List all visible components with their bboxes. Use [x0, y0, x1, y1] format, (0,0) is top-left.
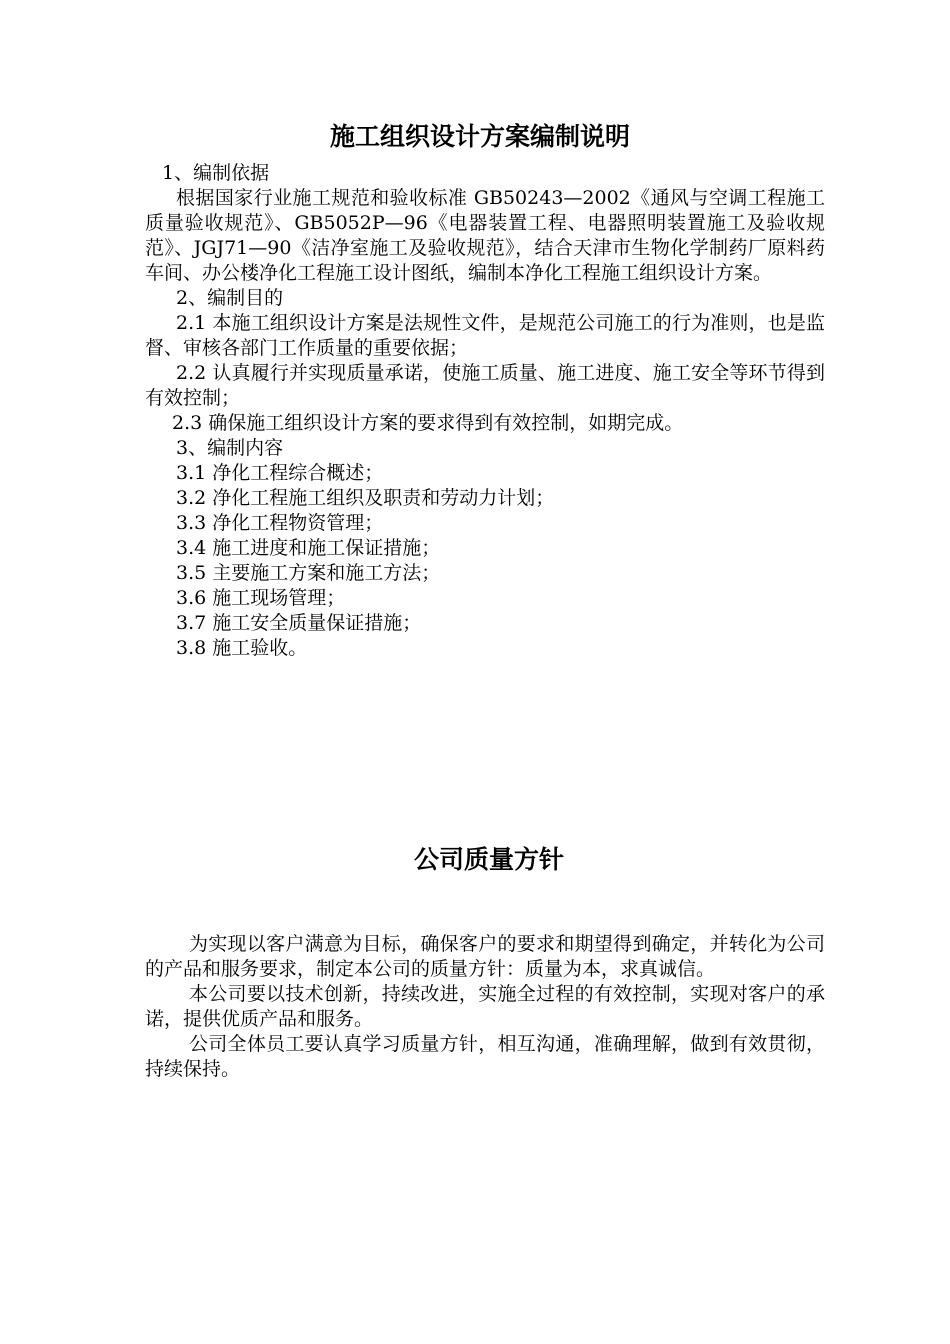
heading-contents: 3、编制内容 [176, 437, 284, 459]
quality-policy-section [145, 932, 825, 1082]
purpose-item: 2.3 确保施工组织设计方案的要求得到有效控制，如期完成。 [172, 412, 684, 434]
compilation-section [145, 161, 825, 661]
purpose-item: 2.1 本施工组织设计方案是法规性文件，是规范公司施工的行为准则，也是监督、审核各部门工作质量的重要依据； [145, 312, 825, 359]
purpose-item: 2.2 认真履行并实现质量承诺，使施工质量、施工进度、施工安全等环节得到有效控制； [145, 362, 825, 409]
contents-item: 3.8 施工验收。 [176, 637, 308, 659]
contents-item: 3.7 施工安全质量保证措施； [176, 612, 422, 634]
contents-item: 3.5 主要施工方案和施工方法； [176, 562, 441, 584]
policy-paragraph: 公司全体员工要认真学习质量方针，相互沟通，准确理解，做到有效贯彻，持续保持。 [145, 1033, 825, 1080]
policy-paragraph: 本公司要以技术创新，持续改进，实施全过程的有效控制，实现对客户的承诺，提供优质产品和服务。 [145, 983, 825, 1030]
heading-purpose: 2、编制目的 [176, 287, 284, 309]
contents-item: 3.4 施工进度和施工保证措施； [176, 537, 441, 559]
contents-item: 3.3 净化工程物资管理； [176, 512, 384, 534]
heading-basis: 1、编制依据 [162, 162, 270, 184]
policy-paragraph: 为实现以客户满意为目标，确保客户的要求和期望得到确定，并转化为公司的产品和服务要求，制定本公司的质量方针：质量为本，求真诚信。 [145, 933, 825, 980]
contents-item: 3.1 净化工程综合概述； [176, 462, 384, 484]
contents-item: 3.2 净化工程施工组织及职责和劳动力计划； [176, 487, 555, 509]
quality-policy-title: 公司质量方针 [413, 845, 564, 874]
basis-paragraph: 根据国家行业施工规范和验收标准 GB50243—2002《通风与空调工程施工质量验收规范》、GB5052P—96《电器装置工程、电器照明装置施工及验收规范》、JGJ71—90《洁净室施工及验收规范》，结合天津市生物化学制药厂原料药车间、办公楼净化工程施工设计图纸，编制本净化工程施工组织设计方案。 [145, 187, 825, 284]
contents-item: 3.6 施工现场管理； [176, 587, 346, 609]
document-title: 施工组织设计方案编制说明 [329, 122, 630, 151]
